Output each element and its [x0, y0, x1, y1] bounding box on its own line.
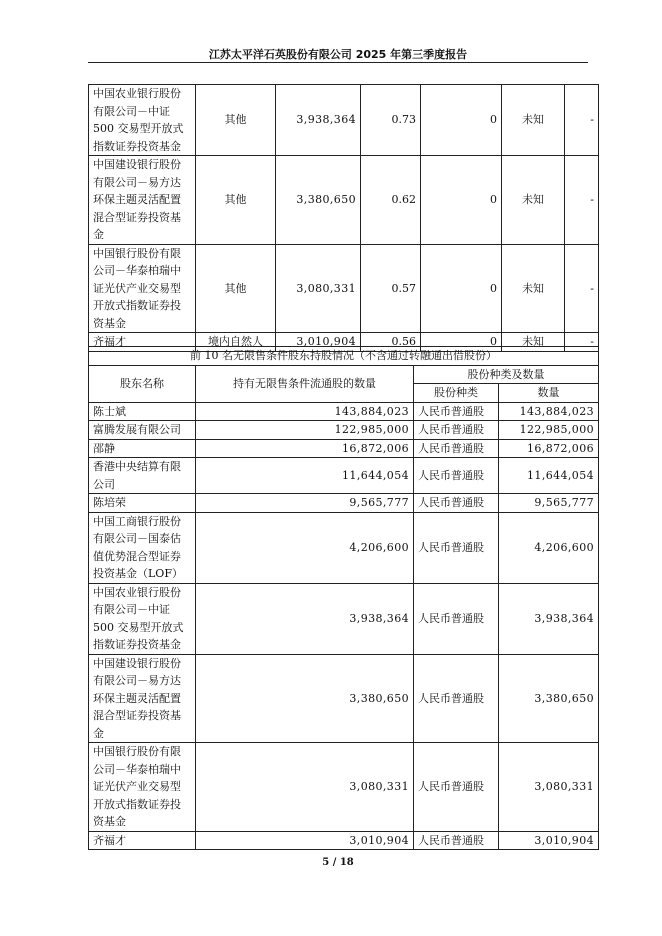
holder-name: 中国农业银行股份 有限公司－中证 500 交易型开放式 指数证券投资基金: [89, 85, 196, 156]
share-class: 人民币普通股: [414, 583, 499, 654]
col-header-name: 股东名称: [89, 365, 196, 402]
holder-shares: 3,380,650: [276, 156, 361, 245]
section-title: 前 10 名无限售条件股东持股情况（不含通过转融通出借股份）: [89, 347, 599, 366]
share-class-number: 3,938,364: [499, 583, 599, 654]
col-header-class-number: 数量: [499, 384, 599, 403]
holder-ratio: 0.62: [361, 156, 421, 245]
holder-pledge-status: 未知: [502, 156, 565, 245]
share-class-number: 16,872,006: [499, 439, 599, 458]
holder-type: 其他: [196, 244, 276, 333]
holder-name: 中国银行股份有限 公司－华泰柏瑞中 证光伏产业交易型 开放式指数证券投 资基金: [89, 743, 196, 832]
holder-pledge-number: -: [565, 244, 599, 333]
holder-unrestricted-shares: 4,206,600: [196, 512, 414, 583]
share-class: 人民币普通股: [414, 402, 499, 421]
holder-name: 陈士斌: [89, 402, 196, 421]
holder-name: 中国建设银行股份 有限公司－易方达 环保主题灵活配置 混合型证券投资基 金: [89, 156, 196, 245]
holder-restricted: 0: [421, 333, 502, 352]
holder-shares: 3,938,364: [276, 85, 361, 156]
holder-unrestricted-shares: 3,010,904: [196, 831, 414, 850]
holder-pledge-number: -: [565, 85, 599, 156]
holder-name: 富腾发展有限公司: [89, 421, 196, 440]
holder-restricted: 0: [421, 156, 502, 245]
table-row: [89, 156, 599, 245]
holder-name: 中国银行股份有限 公司－华泰柏瑞中 证光伏产业交易型 开放式指数证券投 资基金: [89, 244, 196, 333]
table-row: [89, 831, 599, 850]
share-class-number: 9,565,777: [499, 494, 599, 513]
col-header-class-type: 股份种类: [414, 384, 499, 403]
table-row: [89, 512, 599, 583]
share-class-number: 3,380,650: [499, 654, 599, 743]
holder-name: 陈培荣: [89, 494, 196, 513]
table-row: [89, 583, 599, 654]
table-row: [89, 421, 599, 440]
holder-ratio: 0.73: [361, 85, 421, 156]
share-class-number: 122,985,000: [499, 421, 599, 440]
holder-unrestricted-shares: 3,080,331: [196, 743, 414, 832]
table-row: [89, 85, 599, 156]
holder-restricted: 0: [421, 244, 502, 333]
holder-pledge-status: 未知: [502, 244, 565, 333]
share-class-number: 11,644,054: [499, 458, 599, 494]
table-row: [89, 654, 599, 743]
holder-unrestricted-shares: 3,380,650: [196, 654, 414, 743]
report-header: 江苏太平洋石英股份有限公司 2025 年第三季度报告: [208, 48, 468, 61]
holder-type: 其他: [196, 85, 276, 156]
unrestricted-holder-table: [88, 346, 599, 850]
table-row: [89, 743, 599, 832]
table-row: [89, 402, 599, 421]
col-header-shares: 持有无限售条件流通股的数量: [196, 365, 414, 402]
holder-shares: 3,080,331: [276, 244, 361, 333]
holder-restricted: 0: [421, 85, 502, 156]
header-divider: [88, 62, 588, 63]
holder-name: 中国农业银行股份 有限公司－中证 500 交易型开放式 指数证券投资基金: [89, 583, 196, 654]
holder-name: 中国工商银行股份 有限公司－国泰估 值优势混合型证券 投资基金（LOF）: [89, 512, 196, 583]
holder-unrestricted-shares: 143,884,023: [196, 402, 414, 421]
section-title-row: [89, 347, 599, 366]
holder-type: 境内自然人: [196, 333, 276, 352]
holder-pledge-number: -: [565, 156, 599, 245]
share-class: 人民币普通股: [414, 831, 499, 850]
holder-name: 中国建设银行股份 有限公司－易方达 环保主题灵活配置 混合型证券投资基 金: [89, 654, 196, 743]
share-class: 人民币普通股: [414, 439, 499, 458]
holder-ratio: 0.56: [361, 333, 421, 352]
share-class-number: 3,080,331: [499, 743, 599, 832]
share-class-number: 4,206,600: [499, 512, 599, 583]
header-row: [89, 365, 599, 384]
share-class: 人民币普通股: [414, 743, 499, 832]
table-row: [89, 458, 599, 494]
holder-name: 齐福才: [89, 831, 196, 850]
holder-type: 其他: [196, 156, 276, 245]
holder-shares: 3,010,904: [276, 333, 361, 352]
share-class: 人民币普通股: [414, 654, 499, 743]
holder-unrestricted-shares: 16,872,006: [196, 439, 414, 458]
holder-ratio: 0.57: [361, 244, 421, 333]
table-row: [89, 494, 599, 513]
share-class-number: 143,884,023: [499, 402, 599, 421]
col-header-class-group: 股份种类及数量: [414, 365, 599, 384]
holder-name: 邵静: [89, 439, 196, 458]
table-row: [89, 439, 599, 458]
page-number: 5 / 18: [322, 857, 354, 868]
holder-unrestricted-shares: 3,938,364: [196, 583, 414, 654]
holder-name: 齐福才: [89, 333, 196, 352]
holder-name: 香港中央结算有限 公司: [89, 458, 196, 494]
shareholder-table-continued: [88, 84, 599, 352]
share-class: 人民币普通股: [414, 494, 499, 513]
holder-pledge-status: 未知: [502, 85, 565, 156]
holder-unrestricted-shares: 9,565,777: [196, 494, 414, 513]
holder-unrestricted-shares: 11,644,054: [196, 458, 414, 494]
holder-pledge-status: 未知: [502, 333, 565, 352]
share-class: 人民币普通股: [414, 421, 499, 440]
share-class: 人民币普通股: [414, 458, 499, 494]
holder-pledge-number: -: [565, 333, 599, 352]
share-class-number: 3,010,904: [499, 831, 599, 850]
table-row: [89, 244, 599, 333]
holder-unrestricted-shares: 122,985,000: [196, 421, 414, 440]
share-class: 人民币普通股: [414, 512, 499, 583]
